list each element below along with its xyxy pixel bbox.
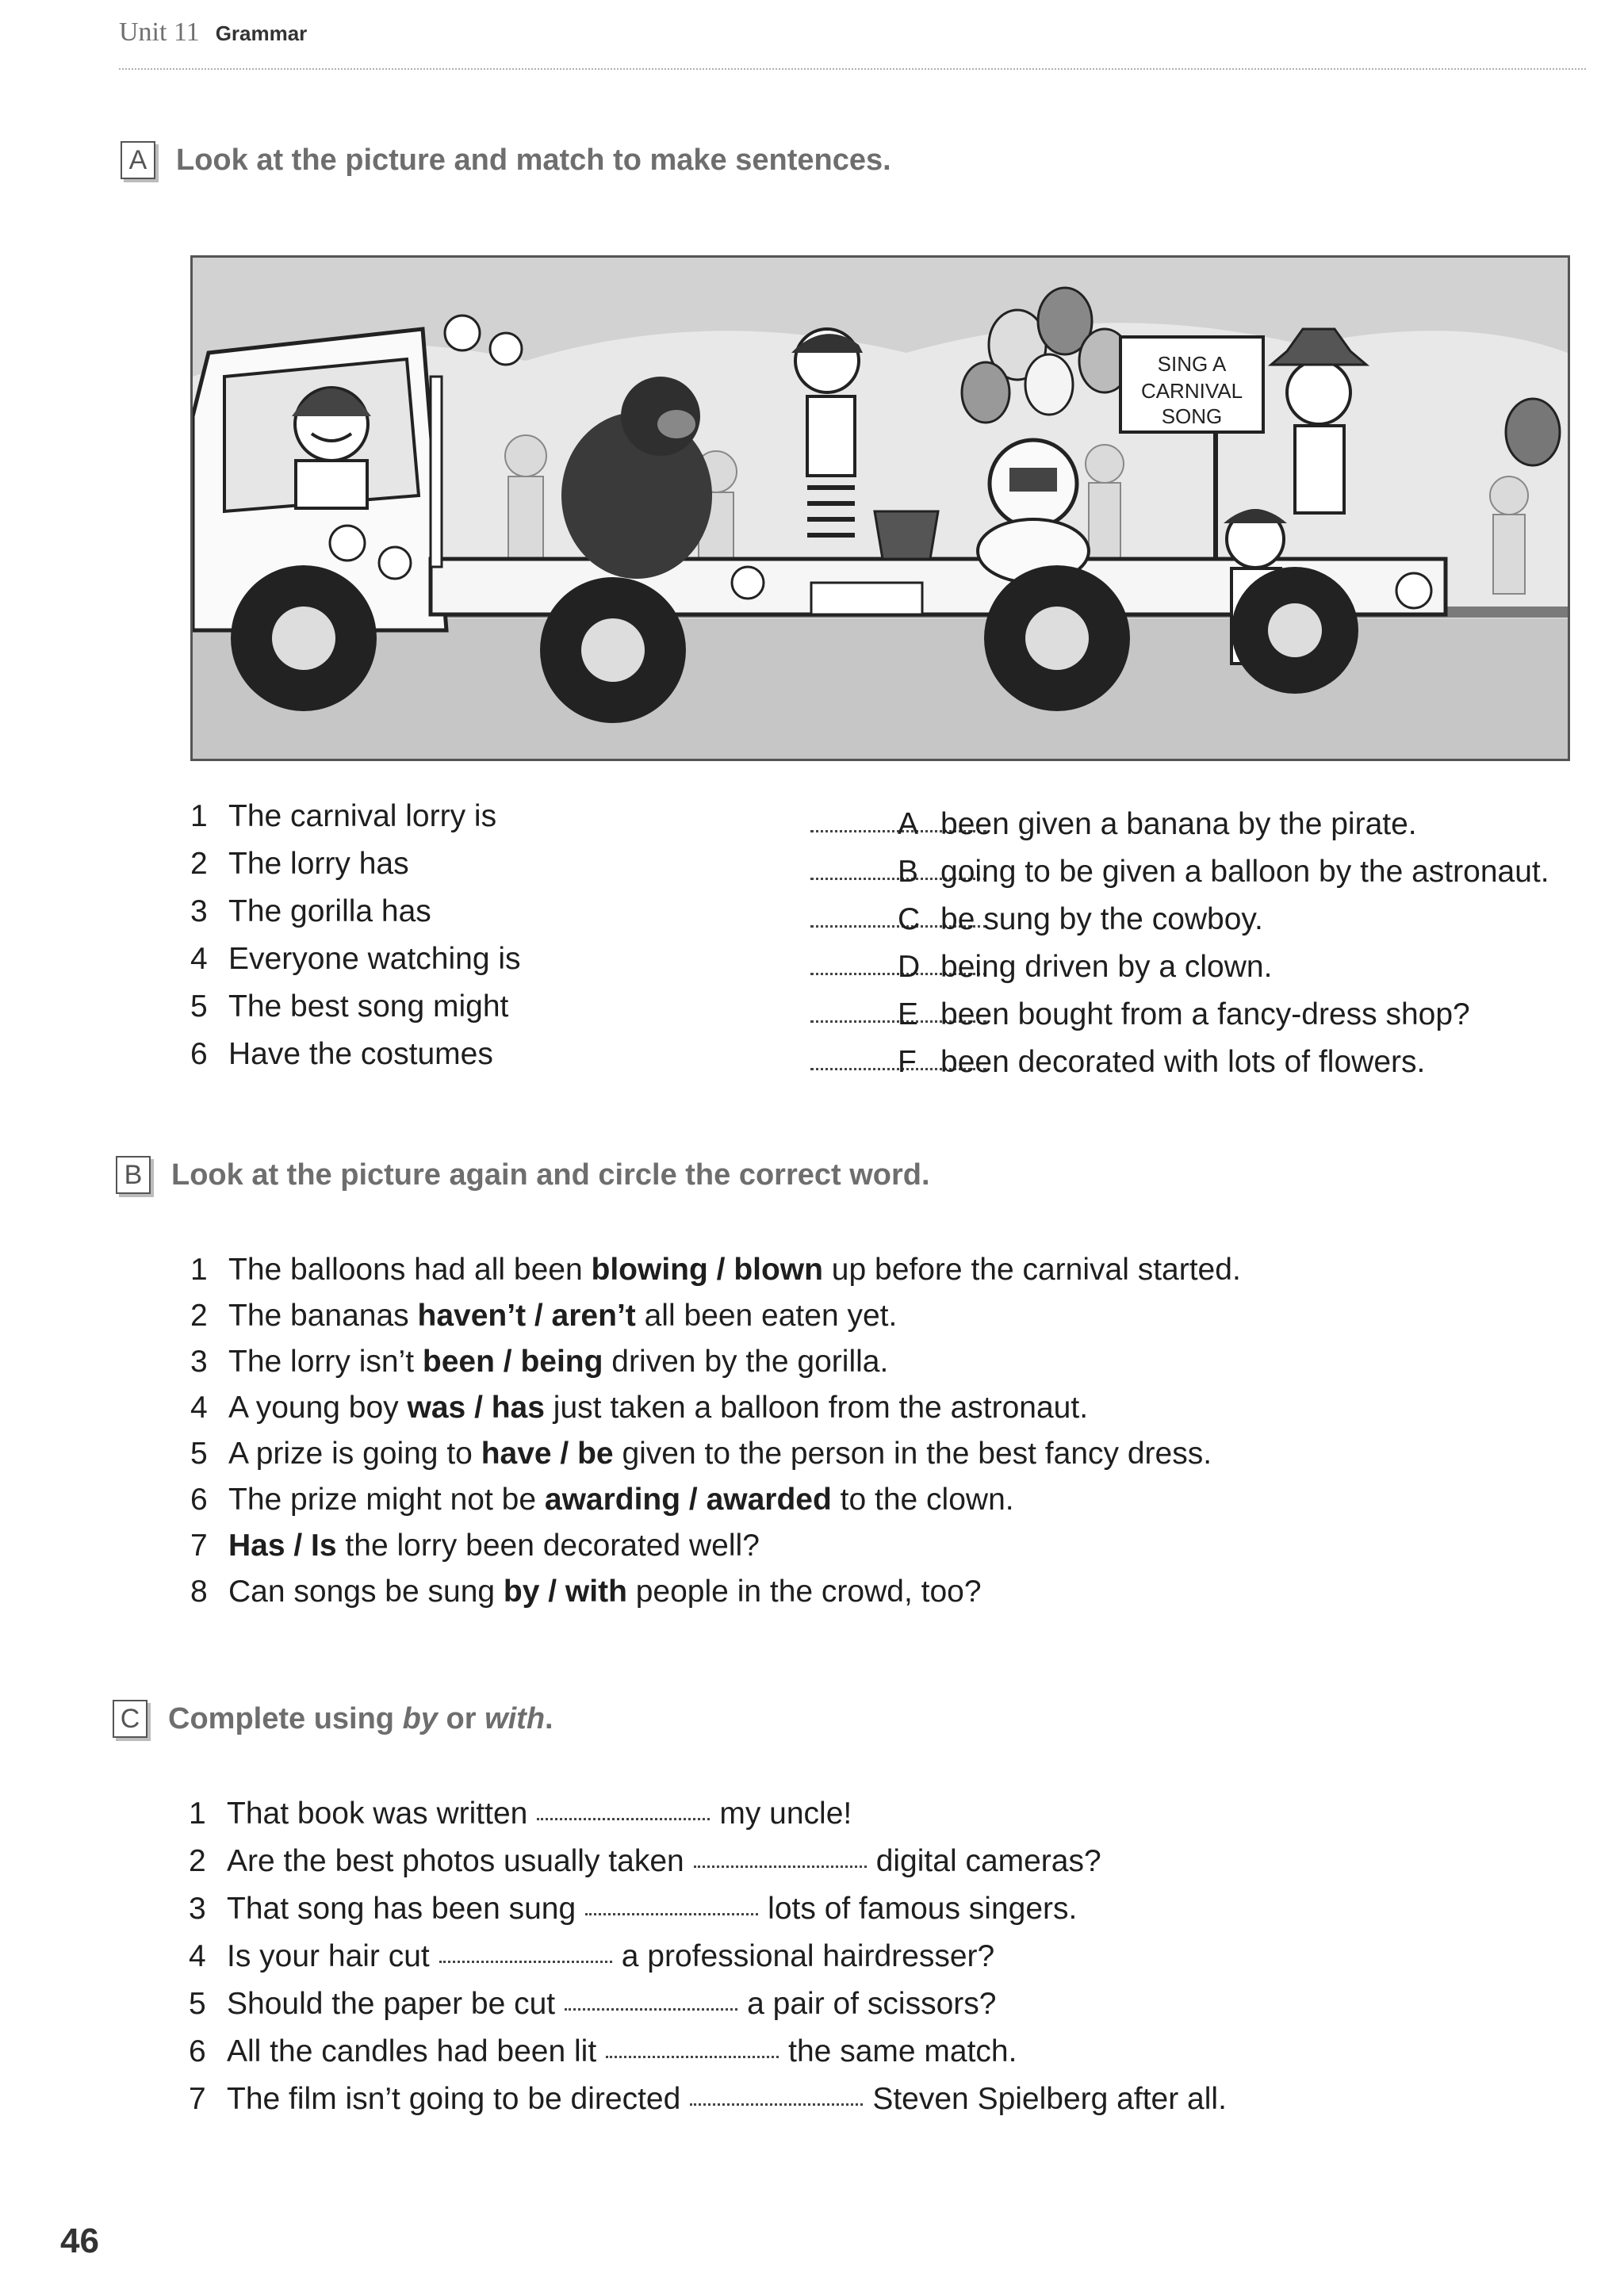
item-number: 8 (190, 1575, 208, 1609)
header-rule (119, 68, 1586, 70)
item-number: 2 (189, 1844, 206, 1878)
sentence-start: All the candles had been lit (227, 2034, 597, 2068)
sentence-end: driven by the gorilla. (603, 1345, 889, 1379)
item-number: 2 (190, 1299, 208, 1333)
word-choice[interactable]: Has / Is (228, 1529, 337, 1563)
page-header (119, 17, 307, 48)
sentence-end: the lorry been decorated well? (336, 1529, 760, 1563)
sentence-end: given to the person in the best fancy dress. (613, 1437, 1212, 1471)
complete-item-5 (189, 1987, 996, 2022)
match-stem-1 (190, 799, 496, 834)
match-stem-5 (190, 989, 508, 1024)
match-ending-c (898, 902, 1263, 937)
sentence-end: my uncle! (719, 1797, 852, 1831)
ending-text: going to be given a balloon by the astronaut. (940, 855, 1549, 889)
complete-item-2 (189, 1844, 1101, 1879)
sentence-start: A young boy (228, 1391, 408, 1425)
sentence-end: the same match. (788, 2034, 1017, 2068)
item-number: 3 (189, 1892, 206, 1926)
circle-item-1 (190, 1253, 1241, 1288)
word-choice[interactable]: haven’t / aren’t (417, 1299, 636, 1333)
instruction-start: Complete using (168, 1701, 403, 1735)
match-ending-a (898, 807, 1417, 842)
item-number: 6 (189, 2034, 206, 2068)
ending-text: being driven by a clown. (940, 950, 1273, 984)
sentence-end: a professional hairdresser? (621, 1939, 995, 1973)
sentence-start: The prize might not be (228, 1483, 545, 1517)
section-c-heading (113, 1700, 553, 1738)
item-number: 4 (190, 1391, 208, 1425)
item-number: 5 (189, 1987, 206, 2021)
circle-item-5 (190, 1437, 1212, 1471)
sentence-end: all been eaten yet. (635, 1299, 898, 1333)
item-number: 6 (190, 1483, 208, 1517)
word-choice[interactable]: been / being (422, 1345, 603, 1379)
word-choice[interactable]: blowing / blown (591, 1253, 823, 1287)
sentence-end: a pair of scissors? (747, 1987, 997, 2021)
word-with: with (485, 1701, 546, 1735)
sentence-start: The balloons had all been (228, 1253, 592, 1287)
option-letter: B (898, 855, 919, 889)
sentence-start: Are the best photos usually taken (227, 1844, 684, 1878)
match-stem-6 (190, 1037, 493, 1072)
answer-blank[interactable] (690, 2103, 863, 2106)
ending-text: been decorated with lots of flowers. (940, 1045, 1426, 1079)
complete-item-7 (189, 2082, 1227, 2117)
stem-text: Have the costumes (228, 1037, 493, 1071)
match-ending-e (898, 997, 1470, 1032)
word-choice[interactable]: awarding / awarded (544, 1483, 832, 1517)
answer-blank[interactable] (439, 1961, 612, 1963)
sign-text-line2: CARNIVAL (1140, 379, 1243, 403)
sentence-start: The lorry isn’t (228, 1345, 423, 1379)
circle-item-7 (190, 1529, 760, 1563)
circle-item-3 (190, 1345, 888, 1380)
option-letter: F (898, 1045, 917, 1079)
option-letter: A (898, 807, 919, 841)
complete-item-1 (189, 1797, 852, 1831)
circle-item-8 (190, 1575, 982, 1609)
stem-text: The lorry has (228, 847, 409, 881)
item-number: 5 (190, 989, 208, 1024)
match-stem-2 (190, 847, 409, 882)
item-number: 6 (190, 1037, 208, 1071)
stem-text: The best song might (228, 989, 509, 1024)
answer-blank[interactable] (585, 1913, 758, 1915)
item-number: 3 (190, 894, 208, 928)
ending-text: be sung by the cowboy. (940, 902, 1263, 936)
item-number: 1 (190, 1253, 208, 1287)
sentence-end: up before the carnival started. (822, 1253, 1241, 1287)
item-number: 7 (189, 2082, 206, 2116)
sentence-end: just taken a balloon from the astronaut. (544, 1391, 1089, 1425)
sentence-start: Is your hair cut (227, 1939, 430, 1973)
item-number: 1 (190, 799, 208, 833)
sentence-start: That book was written (227, 1797, 528, 1831)
match-stem-4 (190, 942, 521, 977)
answer-blank[interactable] (565, 2008, 737, 2011)
item-number: 4 (190, 942, 208, 976)
section-c-letter: C (113, 1700, 147, 1738)
stem-text: The carnival lorry is (228, 799, 497, 833)
circle-item-6 (190, 1483, 1014, 1517)
sentence-end: Steven Spielberg after all. (872, 2082, 1227, 2116)
stem-text: Everyone watching is (228, 942, 521, 976)
carnival-lorry-drawing (193, 258, 1568, 759)
word-choice[interactable]: by / with (503, 1575, 627, 1609)
section-a-instruction: Look at the picture and match to make sentences. (176, 143, 891, 177)
sentence-start: Should the paper be cut (227, 1987, 556, 2021)
item-number: 5 (190, 1437, 208, 1471)
ending-text: been bought from a fancy-dress shop? (940, 997, 1470, 1031)
sign-text-line1: SING A (1157, 352, 1227, 376)
sign-text-line3: SONG (1161, 404, 1223, 428)
answer-blank[interactable] (694, 1866, 867, 1868)
page-number: 46 (60, 2221, 99, 2260)
complete-item-6 (189, 2034, 1017, 2069)
option-letter: C (898, 902, 921, 936)
stem-text: The gorilla has (228, 894, 431, 928)
instruction-mid: or (437, 1701, 485, 1735)
match-ending-f (898, 1045, 1425, 1080)
ending-text: been given a banana by the pirate. (940, 807, 1417, 841)
word-by: by (402, 1701, 438, 1735)
unit-label: Unit 11 (119, 17, 200, 47)
match-ending-b (898, 855, 1549, 890)
item-number: 2 (190, 847, 208, 881)
section-b-heading (116, 1156, 930, 1194)
circle-item-4 (190, 1391, 1088, 1425)
answer-blank[interactable] (537, 1818, 710, 1820)
section-b-letter: B (116, 1156, 151, 1194)
sentence-start: The bananas (228, 1299, 418, 1333)
word-choice[interactable]: was / has (407, 1391, 545, 1425)
item-number: 4 (189, 1939, 206, 1973)
section-a-heading (121, 141, 891, 179)
match-stem-3 (190, 894, 431, 929)
match-ending-d (898, 950, 1272, 985)
complete-item-3 (189, 1892, 1077, 1927)
answer-blank[interactable] (606, 2056, 779, 2058)
sentence-end: lots of famous singers. (768, 1892, 1078, 1926)
section-label: Grammar (215, 21, 308, 45)
sentence-end: people in the crowd, too? (626, 1575, 982, 1609)
sentence-end: digital cameras? (875, 1844, 1101, 1878)
item-number: 1 (189, 1797, 206, 1831)
sentence-start: Can songs be sung (228, 1575, 504, 1609)
item-number: 3 (190, 1345, 208, 1379)
word-choice[interactable]: have / be (481, 1437, 614, 1471)
item-number: 7 (190, 1529, 208, 1563)
instruction-end: . (545, 1701, 553, 1735)
complete-item-4 (189, 1939, 994, 1974)
sentence-end: to the clown. (831, 1483, 1014, 1517)
sentence-start: That song has been sung (227, 1892, 576, 1926)
option-letter: E (898, 997, 919, 1031)
sentence-start: The film isn’t going to be directed (227, 2082, 681, 2116)
circle-item-2 (190, 1299, 897, 1334)
section-c-instruction (168, 1702, 553, 1736)
sentence-start: A prize is going to (228, 1437, 481, 1471)
section-b-instruction: Look at the picture again and circle the correct word. (171, 1158, 930, 1192)
carnival-illustration (190, 255, 1570, 761)
section-a-letter: A (121, 141, 155, 179)
option-letter: D (898, 950, 921, 984)
